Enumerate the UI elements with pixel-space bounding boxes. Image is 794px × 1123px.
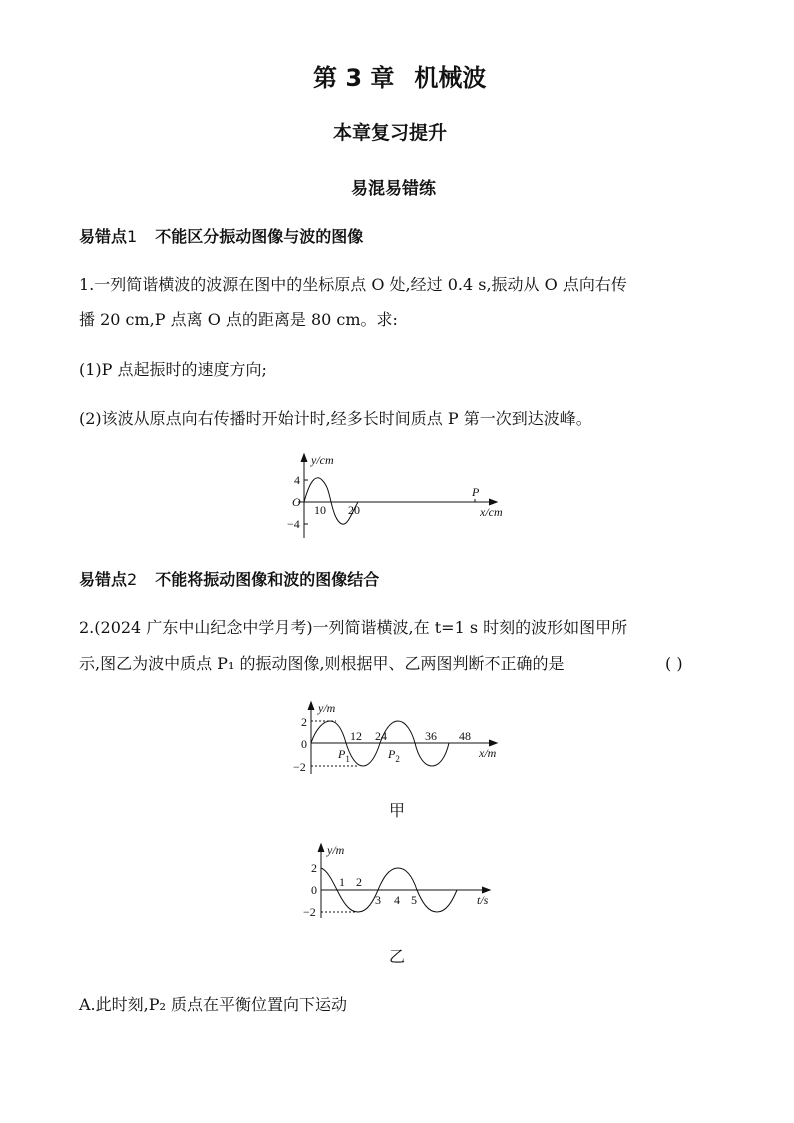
point-p2-label: $P_2$ (388, 747, 400, 764)
t-tick-4: 4 (394, 893, 400, 907)
q1-wave-figure (284, 450, 514, 542)
point-p-label: P (472, 485, 480, 499)
t-tick-5: 5 (411, 893, 417, 907)
section-1-heading: 易错点1 不能区分振动图像与波的图像 (79, 227, 364, 246)
origin-label: O (292, 495, 301, 509)
t-tick-2: 2 (356, 875, 362, 889)
wave-curve (304, 478, 358, 524)
x-axis-label: x/m (479, 746, 497, 760)
answer-blank: ( ) (665, 654, 683, 673)
t-axis-label: t/s (477, 893, 489, 907)
review-heading: 本章复习提升 (333, 122, 448, 144)
fig-jia-caption: 甲 (389, 801, 406, 820)
y-axis-label: y/m (327, 843, 345, 857)
q2-line2: 示,图乙为波中质点 P₁ 的振动图像,则根据甲、乙两图判断不正确的是 (79, 654, 565, 673)
x-tick-12: 12 (350, 729, 362, 743)
y-neg-label: −2 (293, 760, 306, 774)
fig-jia (286, 700, 504, 778)
y-arrow (301, 454, 307, 462)
y-zero-label: 0 (301, 737, 307, 751)
q1-line2: 播 20 cm,P 点离 O 点的距离是 80 cm。求: (79, 310, 398, 329)
y-neg-label: −4 (287, 517, 300, 531)
t-tick-3: 3 (375, 893, 381, 907)
q1-line1: 1.一列简谐横波的波源在图中的坐标原点 O 处,经过 0.4 s,振动从 O 点向右传 (79, 275, 627, 294)
fig-yi-caption: 乙 (389, 947, 406, 966)
y-arrow (318, 844, 324, 852)
y-zero-label: 0 (311, 883, 317, 897)
y-pos-label: 4 (294, 473, 300, 487)
x-tick-36: 36 (425, 729, 437, 743)
q2-option-a: A.此时刻,P₂ 质点在平衡位置向下运动 (79, 995, 347, 1014)
chapter-number: 第 3 章 (313, 64, 395, 92)
y-axis-label: y/m (318, 701, 336, 715)
point-p1-label: $P_1$ (338, 747, 350, 764)
y-axis-label: y/cm (311, 453, 334, 467)
q2-line1: 2.(2024 广东中山纪念中学月考)一列简谐横波,在 t=1 s 时刻的波形如图甲所 (79, 618, 628, 637)
section-2-heading: 易错点2 不能将振动图像和波的图像结合 (79, 570, 380, 589)
x-tick-10: 10 (314, 503, 326, 517)
x-axis-label: x/cm (480, 505, 503, 519)
x-tick-24: 24 (375, 729, 387, 743)
y-pos-label: 2 (301, 715, 307, 729)
exercise-heading: 易混易错练 (351, 179, 436, 199)
x-tick-20: 20 (348, 503, 360, 517)
q1-sub2: (2)该波从原点向右传播时开始计时,经多长时间质点 P 第一次到达波峰。 (79, 409, 592, 428)
chapter-name: 机械波 (414, 64, 487, 92)
y-pos-label: 2 (311, 861, 317, 875)
x-tick-48: 48 (459, 729, 471, 743)
chapter-title (313, 58, 486, 93)
fig-yi (301, 842, 497, 920)
t-tick-1: 1 (339, 875, 345, 889)
y-neg-label: −2 (303, 905, 316, 919)
y-arrow (308, 702, 314, 710)
q1-sub1: (1)P 点起振时的速度方向; (79, 360, 267, 379)
